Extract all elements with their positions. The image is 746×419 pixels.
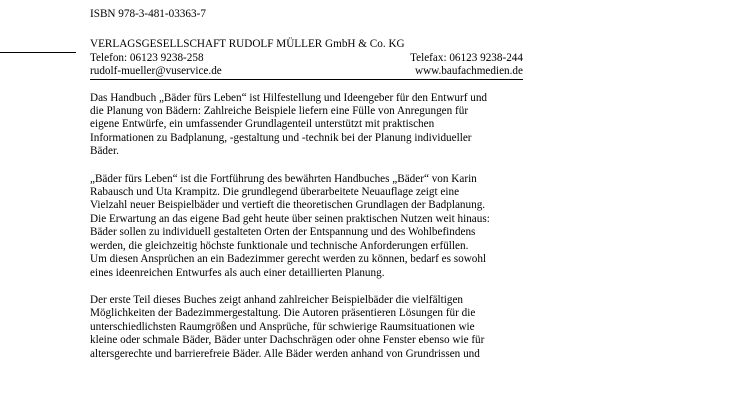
paragraph-line: altersgerechte und barrierefreie Bäder. Alle Bäder werden anhand von Grundrissen und	[90, 347, 480, 360]
paragraph-line: Rabausch und Uta Krampitz. Die grundlegend überarbeitete Neuauflage zeigt eine	[90, 186, 460, 199]
publisher-website-link[interactable]: www.baufachmedien.de	[415, 65, 523, 78]
paragraph-line: Informationen zu Badplanung, -gestaltung und -technik bei der Planung individueller	[90, 131, 472, 144]
publisher-email-link[interactable]: rudolf-mueller@vuservice.de	[90, 65, 222, 78]
email-web-row	[90, 65, 523, 79]
paragraph-line: Um diesen Ansprüchen an ein Badezimmer gerecht werden zu können, bedarf es sowohl	[90, 253, 487, 266]
body-paragraph	[90, 173, 542, 280]
paragraph-line: Die Erwartung an das eigene Bad geht heute über seinen praktischen Nutzen weit hinaus:	[90, 212, 490, 225]
publisher-fax: Telefax: 06123 9238-244	[410, 51, 523, 64]
paragraph-line: Bäder sollen zu individuell gestalteten Orten der Entspannung und des Wohlbefindens	[90, 226, 476, 239]
body-paragraph	[90, 92, 542, 159]
publisher-name: VERLAGSGESELLSCHAFT RUDOLF MÜLLER GmbH & Co. KG	[90, 38, 405, 51]
publisher-block	[90, 38, 550, 79]
paragraph-line: „Bäder fürs Leben“ ist die Fortführung des bewährten Handbuches „Bäder“ von Karin	[90, 172, 477, 185]
paragraph-line: Bäder.	[90, 145, 119, 158]
publisher-phone: Telefon: 06123 9238-258	[90, 51, 204, 64]
paragraph-line: eines ideenreichen Entwurfes als auch einer detaillierten Planung.	[90, 266, 385, 279]
paragraph-line: Vielzahl neuer Beispielbäder und vertieft die theoretischen Grundlagen der Badplanung.	[90, 199, 486, 212]
paragraph-line: Der erste Teil dieses Buches zeigt anhand zahlreicher Beispielbäder die vielfältigen	[90, 293, 464, 306]
body-text	[90, 92, 550, 361]
paragraph-line: unterschiedlichsten Raumgrößen und Ansprüche, für schwierige Raumsituationen wie	[90, 320, 475, 333]
paragraph-line: Das Handbuch „Bäder fürs Leben“ ist Hilfestellung und Ideengeber für den Entwurf und	[90, 91, 488, 104]
isbn-line: ISBN 978-3-481-03363-7	[90, 8, 206, 20]
phone-fax-row	[90, 52, 523, 65]
body-paragraph	[90, 294, 542, 361]
paragraph-line: die Planung von Bädern: Zahlreiche Beispiele liefern eine Fülle von Anregungen für	[90, 105, 469, 118]
paragraph-line: eigene Entwürfe, ein umfassender Grundlagenteil unterstützt mit praktischen	[90, 118, 435, 131]
paragraph-line: werden, die gleichzeitig höchste funktionale und technische Anforderungen erfüllen.	[90, 239, 469, 252]
paragraph-line: Möglichkeiten der Badezimmergestaltung. Die Autoren präsentieren Lösungen für die	[90, 307, 476, 320]
margin-rule	[0, 52, 76, 53]
paragraph-line: kleine oder schmale Bäder, Bäder unter Dachschrägen oder ohne Fenster ebenso wie für	[90, 334, 485, 347]
document-content	[90, 8, 550, 361]
